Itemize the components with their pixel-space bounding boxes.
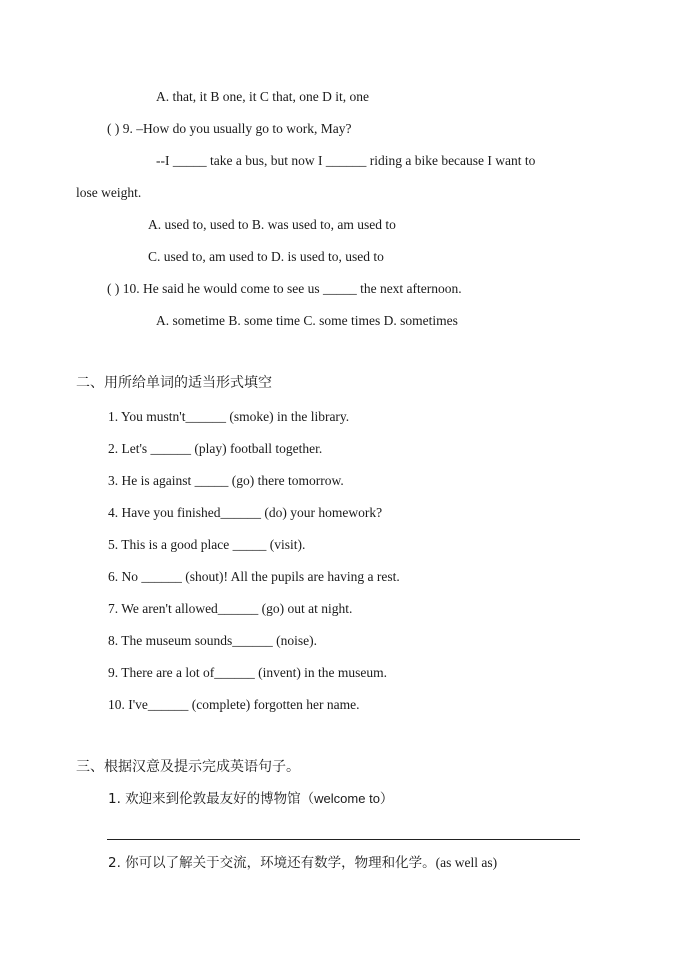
translate-item-1 <box>108 791 393 807</box>
fill-item-10: 10. I've______ (complete) forgotten her name. <box>108 697 360 712</box>
fill-item-4: 4. Have you finished______ (do) your homework? <box>108 505 383 520</box>
fill-item-9: 9. There are a lot of______ (invent) in the museum. <box>108 665 388 680</box>
translate-item-1-hint: welcome to <box>314 791 380 806</box>
fill-item-3: 3. He is against _____ (go) there tomorrow. <box>108 473 344 488</box>
fill-item-5: 5. This is a good place _____ (visit). <box>108 537 306 552</box>
translate-item-1-text: 1. 欢迎来到伦敦最友好的博物馆（ <box>108 791 315 807</box>
translate-item-1-close: ） <box>379 791 394 807</box>
translate-item-2 <box>108 855 497 871</box>
translate-item-2-hint: (as well as) <box>435 855 498 870</box>
fill-item-2: 2. Let's ______ (play) football together. <box>108 441 323 456</box>
question-10: ( ) 10. He said he would come to see us _____ the next afternoon. <box>107 281 462 296</box>
section-heading-2: 二、用所给单词的适当形式填空 <box>76 375 272 391</box>
fill-item-1: 1. You mustn't______ (smoke) in the library. <box>108 409 350 424</box>
q9-answer-line2: lose weight. <box>76 185 142 200</box>
q9-answer-line1: --I _____ take a bus, but now I ______ riding a bike because I want to <box>156 153 536 168</box>
question-9: ( ) 9. –How do you usually go to work, May? <box>107 121 352 136</box>
fill-item-7: 7. We aren't allowed______ (go) out at night. <box>108 601 353 616</box>
q9-options-row2: C. used to, am used to D. is used to, used to <box>148 249 384 264</box>
answer-line-1 <box>107 839 580 840</box>
option-line-q8: A. that, it B one, it C that, one D it, one <box>156 89 369 104</box>
section-heading-3: 三、根据汉意及提示完成英语句子。 <box>76 759 300 775</box>
fill-item-6: 6. No ______ (shout)! All the pupils are having a rest. <box>108 569 400 584</box>
fill-item-8: 8. The museum sounds______ (noise). <box>108 633 317 648</box>
q9-options-row1: A. used to, used to B. was used to, am used to <box>148 217 396 232</box>
q10-options: A. sometime B. some time C. some times D. sometimes <box>156 313 458 328</box>
translate-item-2-text: 2. 你可以了解关于交流，环境还有数学，物理和化学。 <box>108 855 436 871</box>
